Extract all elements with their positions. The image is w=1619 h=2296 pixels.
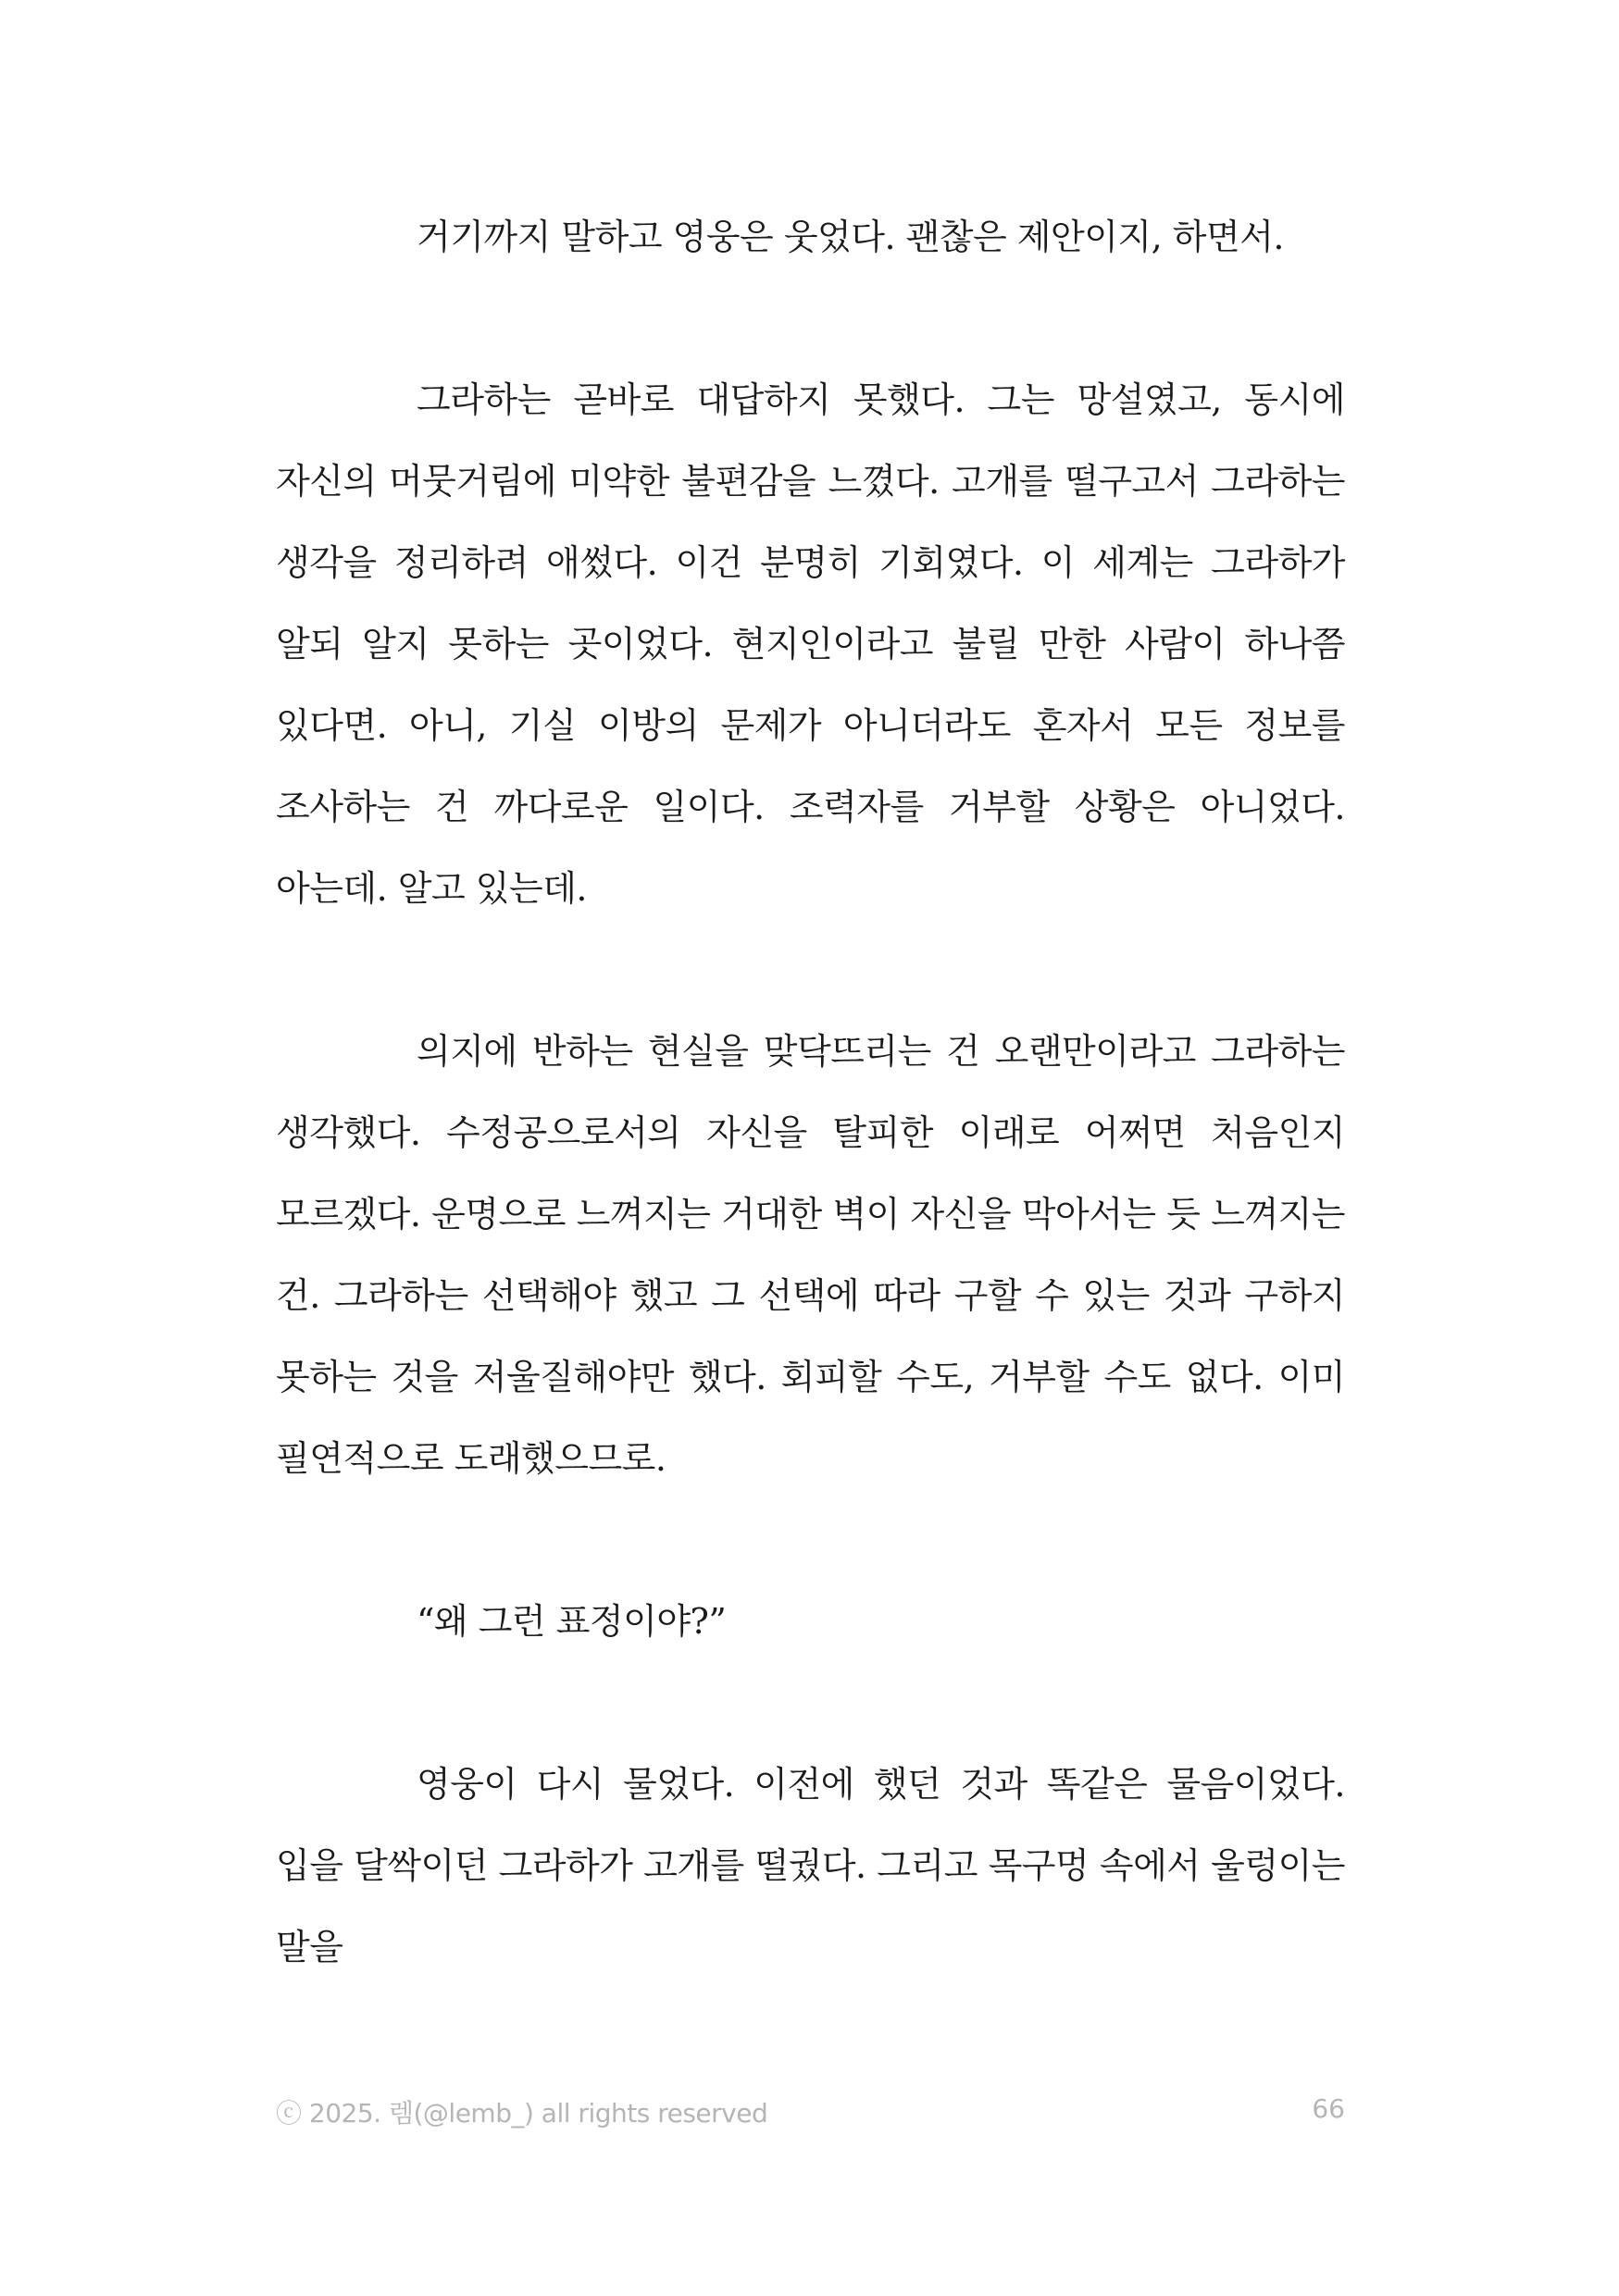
body-text: [276, 196, 1345, 1988]
paragraph: 영웅이 다시 물었다. 이전에 했던 것과 똑같은 물음이었다. 입을 달싹이던 그라하가 고개를 떨궜다. 그리고 목구멍 속에서 울렁이는 말을: [276, 1764, 1345, 1967]
page-number: 66: [1312, 2093, 1345, 2124]
paragraph: 거기까지 말하고 영웅은 웃었다. 괜찮은 제안이지, 하면서.: [417, 217, 1284, 257]
paragraph: 의지에 반하는 현실을 맞닥뜨리는 건 오랜만이라고 그라하는 생각했다. 수정공으로서의 자신을 탈피한 이래로 어쩌면 처음인지 모르겠다. 운명으로 느껴지는 거대한 벽이 자신을 막아서는 듯 느껴지는 건. 그라하는 선택해야 했고 그 선택에 따라 구할 수 있는 것과 구하지 못하는 것을 저울질해야만 했다. 회피할 수도, 거부할 수도 없다. 이미 필연적으로 도래했으므로.: [276, 1031, 1345, 1479]
copyright-notice: ⓒ 2025. 렘(@lemb_) all rights reserved: [276, 2098, 768, 2128]
page-footer: [276, 2093, 1345, 2130]
dialogue-line: “왜 그런 표정이야?”: [417, 1601, 727, 1642]
paragraph: 그라하는 곧바로 대답하지 못했다. 그는 망설였고, 동시에 자신의 머뭇거림에 미약한 불편감을 느꼈다. 고개를 떨구고서 그라하는 생각을 정리하려 애썼다. 이건 분명히 기회였다. 이 세계는 그라하가 알되 알지 못하는 곳이었다. 현지인이라고 불릴 만한 사람이 하나쯤 있다면. 아니, 기실 이방의 문제가 아니더라도 혼자서 모든 정보를 조사하는 건 까다로운 일이다. 조력자를 거부할 상황은 아니었다. 아는데. 알고 있는데.: [276, 379, 1345, 909]
